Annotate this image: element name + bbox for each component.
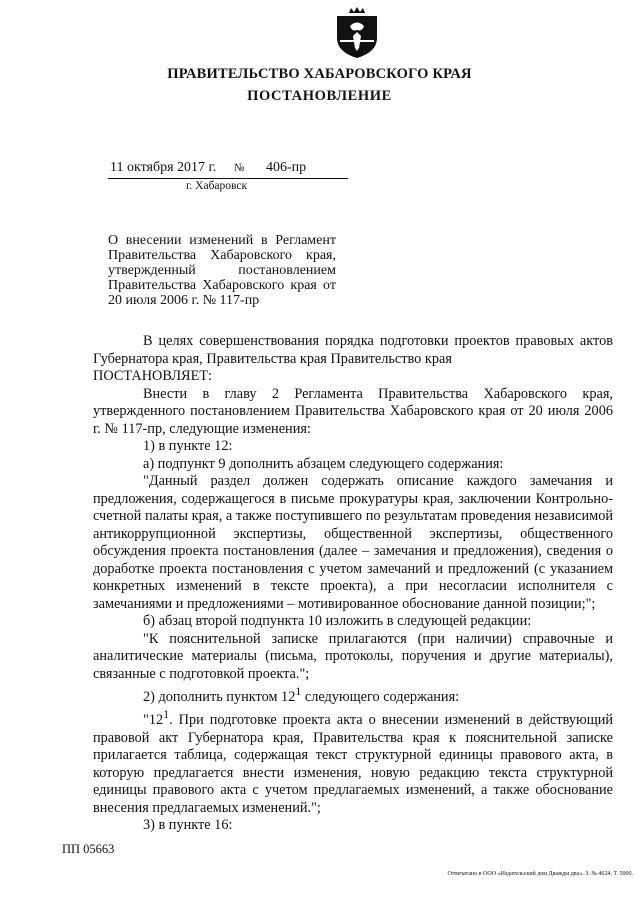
text-fragment: "12 xyxy=(143,712,164,729)
body-paragraph: Внести в главу 2 Регламента Правительства Хабаровского края, утвержденного постановлением Правительства Хабаровского края от 20 июля 2006 г. № 117-пр, следующие изменения: xyxy=(93,385,613,437)
document-number: 406-пр xyxy=(266,160,307,175)
text-fragment: . При подготовке проекта акта о внесении изменений в действующий правовой акт Губернатора края, Правительства края к пояснительной записке прилагается таблица, содержащая текст структурной единицы правового акта, в которую предлагается внести изменения, новую редакцию текста структурной единицы правового акта с учетом предлагаемых изменений, а также обоснование внесения предлагаемых изменений."; xyxy=(93,712,613,816)
body-paragraph: 1) в пункте 12: xyxy=(143,438,233,454)
body-paragraph: а) подпункт 9 дополнить абзацем следующего содержания: xyxy=(143,455,504,472)
text-fragment: 2) дополнить пунктом 12 xyxy=(143,688,296,705)
city-name: г. Хабаровск xyxy=(186,180,248,192)
body-paragraph: "Данный раздел должен содержать описание каждого замечания и предложения, содержащегося в письме прокуратуры края, заключении Контрольно-счетной палаты края, а также поступившего по результатам проведения независимой антикоррупционной экспертизы, общественной экспертизы, общественного обсуждения проекта постановления (далее – замечания и предложения), сведения о доработке проекта постановления с учетом замечаний и предложений (с указанием конкретных изменений в тексте проекта), а при несогласии исполнителя с замечаниями и предложениями – мотивированное обоснование данной позиции;"; xyxy=(93,473,613,612)
printer-note: Отпечатано в ООО «Издательский дом Дважды два». З. № 4624. Т. 5000. xyxy=(447,871,633,877)
government-title: ПРАВИТЕЛЬСТВО ХАБАРОВСКОГО КРАЯ xyxy=(167,66,472,82)
body-paragraph xyxy=(93,706,613,817)
resolves-heading: ПОСТАНОВЛЯЕТ: xyxy=(93,368,213,384)
body-paragraph: 3) в пункте 16: xyxy=(143,817,233,834)
body-paragraph: б) абзац второй подпункта 10 изложить в следующей редакции: xyxy=(143,613,532,629)
body-paragraph xyxy=(93,683,613,706)
superscript: 1 xyxy=(163,707,170,722)
text-fragment: следующего содержания: xyxy=(301,688,460,705)
date-number-line xyxy=(108,160,348,179)
superscript: 1 xyxy=(295,684,302,698)
document-body xyxy=(93,333,613,835)
document-subject: О внесении изменений в Регламент Правительства Хабаровского края, утвержденный постановлением Правительства Хабаровского края от 20 июля 2006 г. № 117-пр xyxy=(108,233,336,308)
body-paragraph: "К пояснительной записке прилагаются (при наличии) справочные и аналитические материалы (письма, протоколы, поручения и другие материалы), связанные с подготовкой проекта."; xyxy=(93,630,613,682)
number-sign: № xyxy=(234,162,245,174)
footer-code: ПП 05663 xyxy=(62,842,115,856)
coat-of-arms-icon xyxy=(332,4,382,60)
document-type: ПОСТАНОВЛЕНИЕ xyxy=(247,88,392,104)
body-paragraph: В целях совершенствования порядка подготовки проектов правовых актов Губернатора края, Правительства края Правительство края xyxy=(93,333,613,367)
document-date: 11 октября 2017 г. xyxy=(110,160,217,175)
